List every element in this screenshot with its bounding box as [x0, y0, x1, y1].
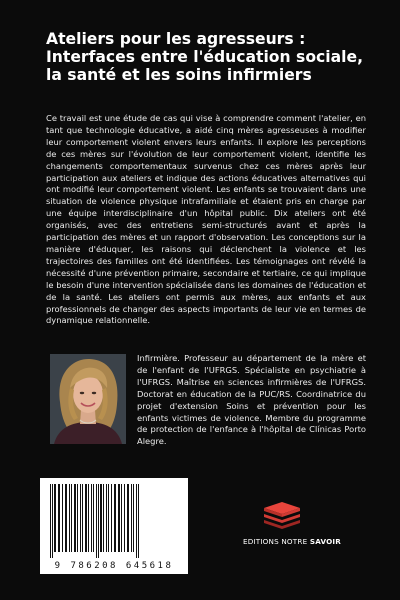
barcode-bar [131, 484, 132, 552]
isbn-digits: 9 786208 645618 [54, 561, 174, 571]
barcode-bar [82, 484, 83, 552]
barcode-bar [88, 484, 89, 552]
book-title: Ateliers pour les agresseurs : Interfaces entre l'éducation sociale, la santé et les soins infirmiers [46, 30, 364, 84]
barcode-bar [100, 484, 102, 552]
publisher-name [222, 537, 362, 546]
barcode-bar [80, 484, 81, 552]
barcode-bar [98, 484, 99, 558]
barcode-bar [62, 484, 63, 552]
publisher-name-regular: EDITIONS NOTRE [242, 537, 310, 546]
barcode-bar [114, 484, 116, 552]
barcode-bar [65, 484, 67, 552]
barcode-bar [127, 484, 129, 552]
barcode-bar [93, 484, 94, 552]
barcode-bar [106, 484, 107, 552]
book-summary: Ce travail est une étude de cas qui vise à comprendre comment l'atelier, en tant que technologie éducative, a aidé cinq mères agresseuses à modifier leur comportement violent envers leurs enfants. Il explore les perceptions de ces mères sur l'évolution de leur comportement violent, identifie les changements comportementaux survenus chez ces mères après leur participation aux ateliers et indique des actions éducatives alternatives qui ont modifié leur comportement violent. Les enfants se trouvaient dans une situation de violence physique intrafamiliale et étaient pris en charge par une équipe interdisciplinaire d'un hôpital public. Dix ateliers ont été organisés, avec des entretiens semi-structurés avant et après la participation des mères et un rapport d'observation. Les conceptions sur la manière d'éduquer, les raisons qui déclenchent la violence et les trajectoires des familles ont été identifiées. Les témoignages ont révélé la nécessité d'une prévention primaire, secondaire et tertiaire, ce qui implique le besoin d'une intervention spécialisée dans les domaines de l'éducation et de la santé. Les ateliers ont permis aux mères, aux enfants et aux professionnels de changer des aspects importants de leur vie en termes de dynamique relationnelle. [46, 113, 366, 326]
barcode-bar [91, 484, 92, 552]
barcode-bar [136, 484, 137, 558]
barcode-bar [108, 484, 109, 552]
stacked-books-icon [260, 500, 304, 530]
barcode-bar [77, 484, 78, 552]
barcode-bar [85, 484, 87, 552]
barcode-bar [71, 484, 72, 552]
barcode-bars [40, 478, 188, 560]
barcode-bar [111, 484, 112, 552]
barcode-bar [96, 484, 97, 558]
barcode-bar [52, 484, 53, 558]
author-photo [50, 354, 126, 444]
barcode-bar [118, 484, 120, 552]
barcode-bar [50, 484, 51, 558]
author-bio: Infirmière. Professeur au département de la mère et de l'enfant de l'UFRGS. Spécialiste en psychiatrie à l'UFRGS. Maîtrise en sciences infirmières de l'UFRGS. Doctorat en éducation de la PUC/RS. Coordinatrice du projet d'extension Soins et prévention pour les enfants victimes de violence. Membre du programme de protection de l'enfance à l'hôpital de Clínicas Porto Alegre. [137, 353, 366, 447]
barcode-bar [133, 484, 134, 552]
barcode-bar [74, 484, 76, 552]
barcode-bar [69, 484, 70, 552]
barcode-bar [138, 484, 139, 558]
isbn-barcode [40, 478, 188, 574]
author-portrait-image [50, 354, 126, 444]
barcode-bar [121, 484, 122, 552]
publisher-name-bold: SAVOIR [309, 537, 342, 546]
barcode-bar [124, 484, 125, 552]
barcode-bar [58, 484, 60, 552]
barcode-bar [54, 484, 56, 552]
barcode-bar [103, 484, 104, 552]
